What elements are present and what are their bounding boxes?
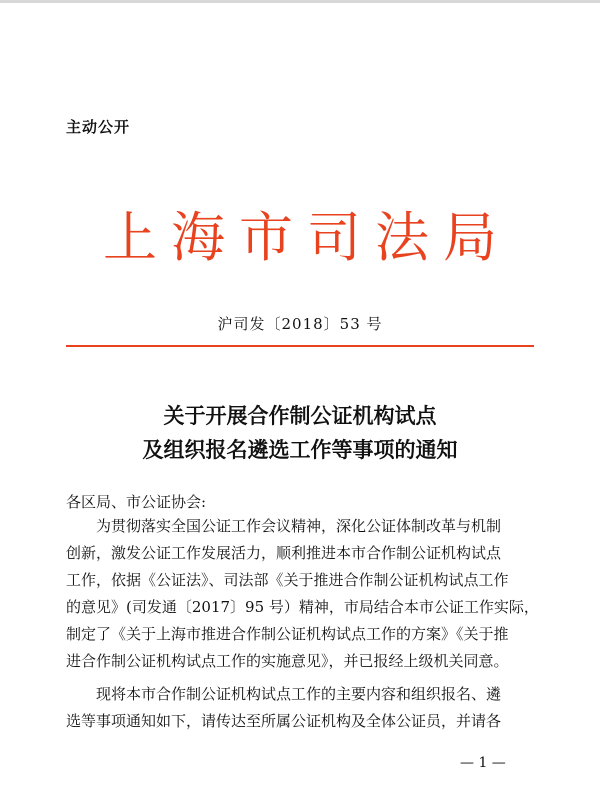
- body-text: [66, 513, 539, 735]
- title-line-1: 关于开展合作制公证机构试点: [163, 403, 437, 428]
- page-number: — 1 —: [460, 755, 506, 771]
- disclosure-label: 主动公开: [66, 118, 131, 136]
- paragraph-1-line: 为贯彻落实全国公证工作会议精神，深化公证体制改革与机制: [96, 517, 502, 535]
- red-divider: [66, 345, 534, 347]
- page-edge: [0, 0, 600, 3]
- paragraph-1-line: 工作，依据《公证法》、司法部《关于推进合作制公证机构试点工作: [66, 571, 509, 589]
- paragraph-1-line: 制定了《关于上海市推进合作制公证机构试点工作的方案》《关于推: [66, 625, 509, 643]
- issuer-heading: 上海市司法局: [103, 206, 511, 269]
- paragraph-2-line: 选等事项通知如下，请传达至所属公证机构及全体公证员，并请各: [66, 712, 502, 730]
- paragraph-1-line: 的意见》(司发通〔2017〕95 号）精神，市局结合本市公证工作实际，: [66, 598, 539, 616]
- paragraph-1-line: 创新，激发公证工作发展活力，顺利推进本市合作制公证机构试点: [66, 544, 502, 562]
- title-line-2: 及组织报名遴选工作等事项的通知: [142, 437, 458, 462]
- document-number: 沪司发〔2018〕53 号: [217, 315, 383, 333]
- notice-title: [0, 399, 600, 467]
- salutation: 各区局、市公证协会:: [66, 493, 207, 511]
- paragraph-1-line: 进合作制公证机构试点工作的实施意见》，并已报经上级机关同意。: [66, 652, 509, 670]
- paragraph-2-line: 现将本市合作制公证机构试点工作的主要内容和组织报名、遴: [96, 685, 502, 703]
